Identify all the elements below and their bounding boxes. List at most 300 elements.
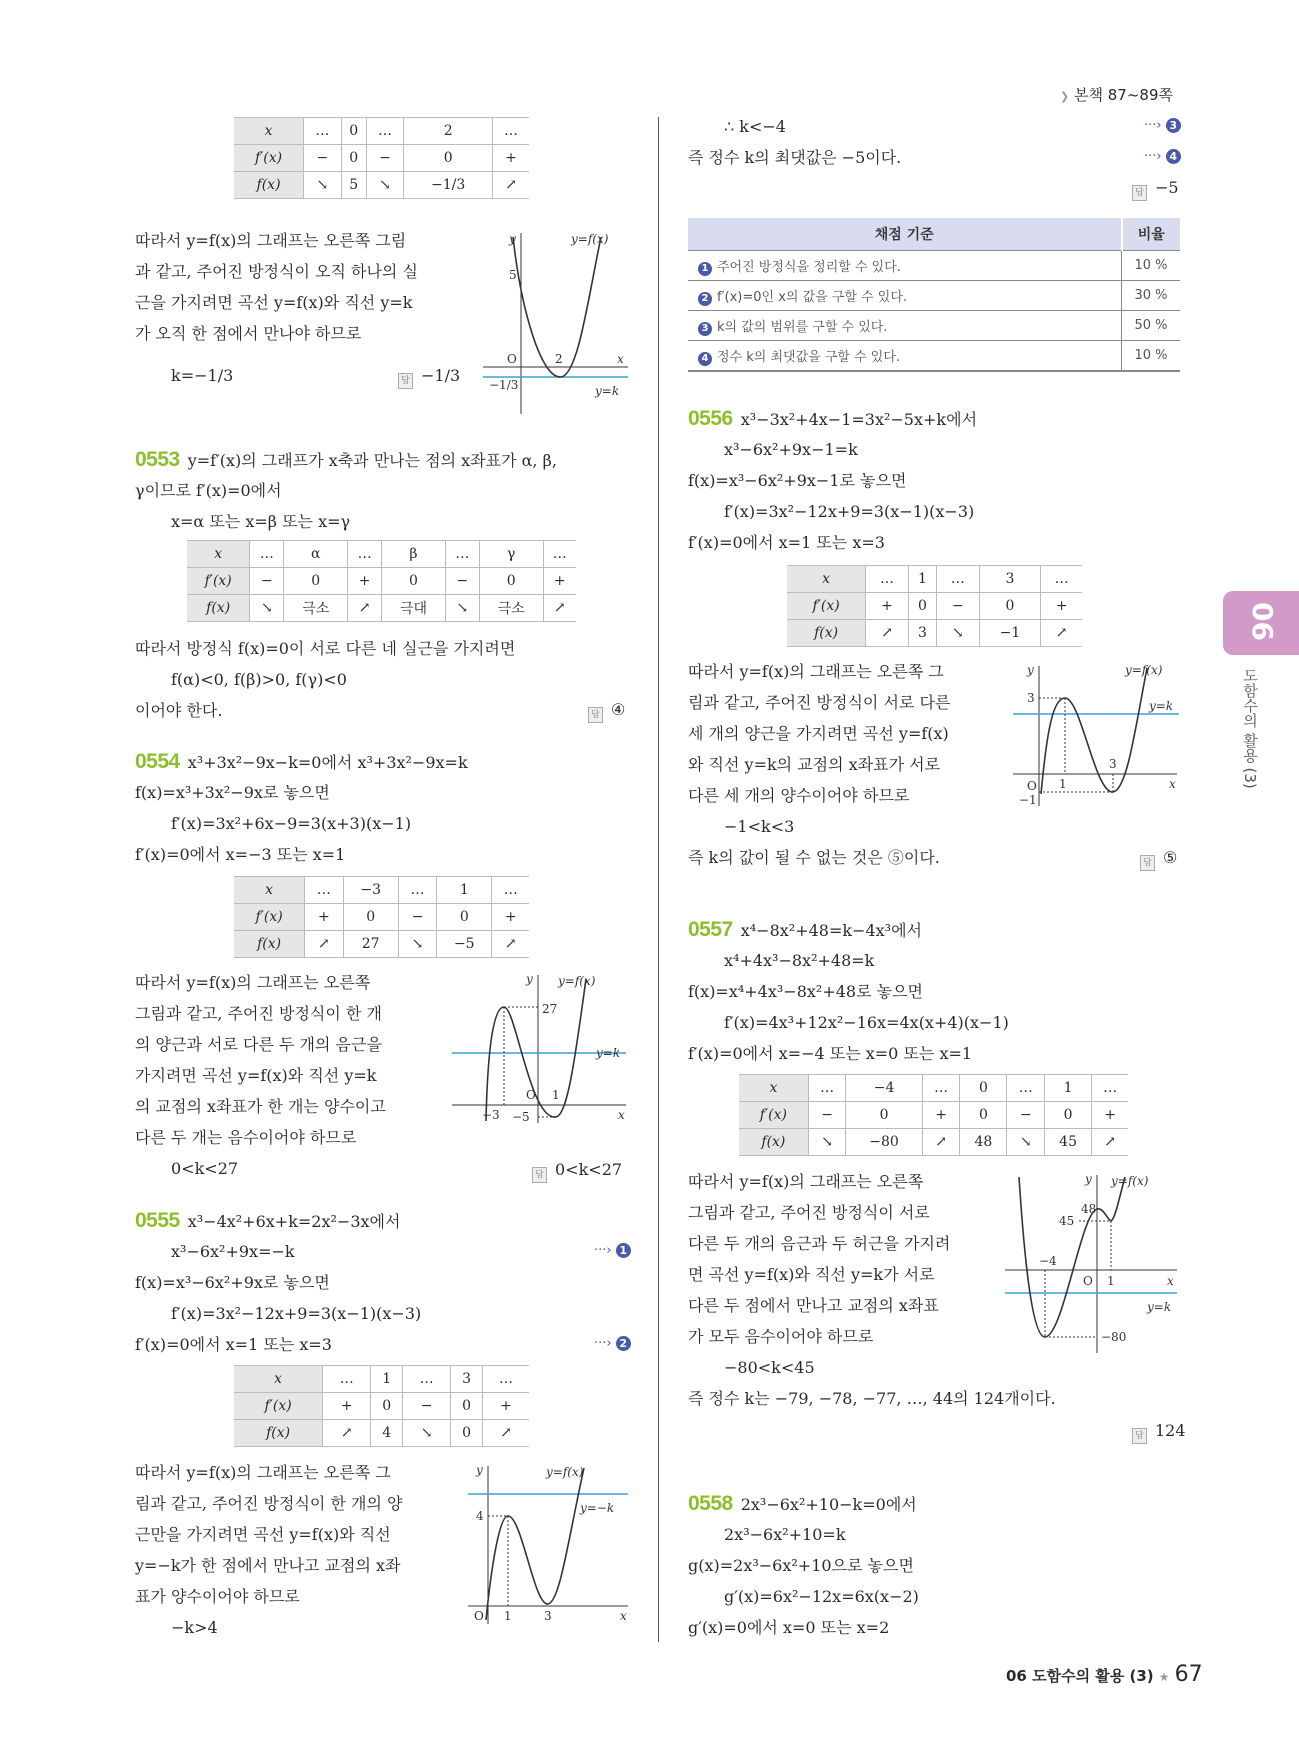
table-cell: 0 xyxy=(979,593,1041,620)
table-row xyxy=(234,172,529,199)
table-cell: ↘ xyxy=(1007,1129,1045,1156)
table-cell: … xyxy=(445,541,479,568)
text-line xyxy=(135,1612,402,1643)
table-cell: 3 xyxy=(451,1366,483,1393)
table-row xyxy=(787,593,1082,620)
table-cell: + xyxy=(492,904,529,931)
row-header: f(x) xyxy=(234,1420,323,1447)
curve-fx xyxy=(1041,668,1147,794)
table-cell: … xyxy=(304,118,342,145)
table-cell: 0 xyxy=(479,568,543,595)
row-header: f(x) xyxy=(187,595,250,622)
text-line xyxy=(135,1153,386,1184)
value-minus-1: −1 xyxy=(1019,793,1037,807)
text-line xyxy=(135,444,557,475)
x-label: x xyxy=(1167,1274,1174,1288)
scoring-row: 4 정수 k의 최댓값을 구할 수 있다. 10 % xyxy=(688,341,1180,372)
table-cell: … xyxy=(937,566,980,593)
line-text: x⁴+4x³−8x²+48=k xyxy=(724,951,875,970)
line-text: f′(x)=3x²−12x+9=3(x−1)(x−3) xyxy=(724,502,975,521)
solution-0552-text xyxy=(135,225,418,349)
table-cell: 0 xyxy=(960,1102,1007,1129)
text-line xyxy=(135,1205,421,1236)
solution-0555 xyxy=(135,1205,421,1360)
chevron-right-icon: ❯ xyxy=(1060,90,1070,103)
table-cell: 1 xyxy=(371,1366,403,1393)
table-cell: 0 xyxy=(284,568,348,595)
table-cell: ↗ xyxy=(323,1420,371,1447)
variation-table-0555 xyxy=(234,1365,529,1447)
table-cell: 0 xyxy=(341,118,366,145)
tick-1: 1 xyxy=(1107,1274,1115,1288)
answer-icon: 답 xyxy=(1132,1428,1147,1444)
table-cell: −1 xyxy=(979,620,1041,647)
value-3: 3 xyxy=(1027,691,1035,705)
text-line xyxy=(135,1267,421,1298)
row-header: f(x) xyxy=(234,172,304,199)
step-number-icon: 3 xyxy=(698,322,712,336)
origin-label: O xyxy=(507,352,517,366)
line-text: 따라서 y=f(x)의 그래프는 오른쪽 그 xyxy=(688,662,944,681)
value-48: 48 xyxy=(1081,1202,1097,1216)
tick-1: 1 xyxy=(552,1088,560,1102)
table-row xyxy=(187,595,576,622)
text-line xyxy=(688,1519,919,1550)
text-line xyxy=(135,1457,402,1488)
table-row xyxy=(787,566,1082,593)
line-text: 2x³−6x²+10−k=0에서 xyxy=(740,1495,917,1514)
y-label: y xyxy=(526,972,533,986)
solution-0553 xyxy=(135,444,557,537)
solution-0555-continued xyxy=(688,111,901,173)
text-line xyxy=(135,746,468,777)
line-text: 표가 양수이어야 하므로 xyxy=(135,1587,300,1606)
line-text: 가 모두 음수이어야 하므로 xyxy=(688,1327,874,1346)
scoring-row: 3 k의 값의 범위를 구할 수 있다. 50 % xyxy=(688,311,1180,341)
table-cell: … xyxy=(492,877,529,904)
star-icon: ★ xyxy=(1158,1670,1170,1684)
origin-label: O xyxy=(1027,779,1037,793)
variation-table-0552 xyxy=(234,117,529,199)
table-cell: 1 xyxy=(1045,1075,1092,1102)
table-cell: + xyxy=(543,568,576,595)
row-header: f′(x) xyxy=(234,1393,323,1420)
variation-table-0553 xyxy=(187,540,576,622)
answer-icon: 답 xyxy=(398,373,413,389)
table-row xyxy=(234,1393,529,1420)
text-line xyxy=(688,1612,919,1643)
answer-icon: 답 xyxy=(588,707,603,723)
answer-icon: 답 xyxy=(532,1167,547,1183)
text-line xyxy=(688,111,901,142)
variation-table-0557 xyxy=(739,1074,1128,1156)
y-label: y xyxy=(1085,1172,1092,1186)
step-marker-2: ···› 2 xyxy=(594,1336,631,1351)
criteria-header: 채점 기준 xyxy=(688,218,1122,251)
curve-fx xyxy=(1019,1177,1125,1337)
answer-0555: 답 −5 xyxy=(1132,178,1179,201)
chapter-tab[interactable] xyxy=(1223,591,1299,655)
table-row xyxy=(234,1366,529,1393)
column-divider xyxy=(658,117,659,1642)
table-cell: γ xyxy=(479,541,543,568)
text-line xyxy=(688,1352,1056,1383)
table-cell: ↗ xyxy=(543,595,576,622)
table-cell: 45 xyxy=(1045,1129,1092,1156)
answer-icon: 답 xyxy=(1140,855,1155,871)
table-cell: 0 xyxy=(343,904,398,931)
table-cell: … xyxy=(323,1366,371,1393)
text-line xyxy=(688,945,1009,976)
line-text: g(x)=2x³−6x²+10으로 놓으면 xyxy=(688,1556,914,1575)
table-cell: 3 xyxy=(979,566,1041,593)
line-text: 다른 세 개의 양수이어야 하므로 xyxy=(688,786,910,805)
line-label: y=k xyxy=(595,384,620,398)
page-number: 67 xyxy=(1174,1662,1203,1687)
table-row xyxy=(234,904,529,931)
text-line xyxy=(135,777,468,808)
row-header: f(x) xyxy=(234,931,305,958)
curve-label: y=f(x) xyxy=(1125,663,1163,677)
line-text: 림과 같고, 주어진 방정식이 한 개의 양 xyxy=(135,1494,403,1513)
table-cell: … xyxy=(543,541,576,568)
value-minus-80: −80 xyxy=(1101,1330,1127,1344)
text-line xyxy=(688,749,950,780)
line-text: −80<k<45 xyxy=(724,1358,815,1377)
table-cell: ↘ xyxy=(808,1129,846,1156)
row-header: x xyxy=(234,1366,323,1393)
line-text: 의 교점의 x좌표가 한 개는 양수이고 xyxy=(135,1097,386,1116)
line-text: f′(x)=0에서 x=−3 또는 x=1 xyxy=(135,845,346,864)
table-cell: − xyxy=(445,568,479,595)
step-number-icon: 1 xyxy=(698,262,712,276)
line-text: 다른 두 개는 음수이어야 하므로 xyxy=(135,1128,357,1147)
table-cell: 27 xyxy=(343,931,398,958)
curve-label: y=f(x) xyxy=(558,974,596,988)
y-label: y xyxy=(476,1463,483,1477)
table-cell: ↘ xyxy=(398,931,436,958)
table-cell: … xyxy=(403,1366,451,1393)
line-text: f(x)=x³+3x²−9x로 놓으면 xyxy=(135,783,330,802)
table-cell: ↘ xyxy=(366,172,404,199)
graph-0556 xyxy=(1009,660,1181,808)
text-line xyxy=(135,1236,421,1267)
value-27: 27 xyxy=(542,1002,558,1016)
line-text: x³−3x²+4x−1=3x²−5x+k에서 xyxy=(740,410,978,429)
line-text: y=−k가 한 점에서 만나고 교점의 x좌 xyxy=(135,1556,401,1575)
text-line xyxy=(688,142,901,173)
scoring-criteria-table xyxy=(688,218,1180,372)
line-text: f′(x)=0에서 x=1 또는 x=3 xyxy=(135,1335,332,1354)
text-line xyxy=(135,1550,402,1581)
line-text: f′(x)=3x²−12x+9=3(x−1)(x−3) xyxy=(171,1304,422,1323)
table-row xyxy=(787,620,1082,647)
table-cell: ↗ xyxy=(348,595,382,622)
table-row xyxy=(739,1102,1128,1129)
footer-chapter: 06 도함수의 활용 (3) xyxy=(1006,1667,1154,1685)
line-text: 근을 가지려면 곡선 y=f(x)와 직선 y=k xyxy=(135,293,413,312)
answer-0554: 답 0<k<27 xyxy=(532,1160,622,1183)
solution-0554 xyxy=(135,746,468,870)
problem-number: 0558 xyxy=(688,1492,733,1515)
text-line xyxy=(688,403,977,434)
tick-3: 3 xyxy=(1109,757,1117,771)
text-line xyxy=(135,695,515,726)
step-marker-3: ···› 3 xyxy=(1144,118,1181,133)
y-label: y xyxy=(509,232,516,246)
table-cell: 0 xyxy=(451,1420,483,1447)
page-footer xyxy=(1006,1662,1203,1687)
text-line xyxy=(135,1488,402,1519)
table-cell: 48 xyxy=(960,1129,1007,1156)
problem-number: 0557 xyxy=(688,918,733,941)
tick-1: 1 xyxy=(1059,777,1067,791)
table-cell: … xyxy=(305,877,343,904)
scoring-header-row xyxy=(688,218,1180,251)
x-label: x xyxy=(617,352,624,366)
text-line xyxy=(688,1488,919,1519)
text-line xyxy=(135,967,386,998)
table-cell: −1/3 xyxy=(404,172,493,199)
text-line xyxy=(688,1550,919,1581)
table-cell: α xyxy=(284,541,348,568)
table-cell: + xyxy=(305,904,343,931)
table-cell: … xyxy=(1092,1075,1128,1102)
line-text: 따라서 y=f(x)의 그래프는 오른쪽 그 xyxy=(135,1463,391,1482)
line-text: 와 직선 y=k의 교점의 x좌표가 서로 xyxy=(688,755,941,774)
origin-label: O xyxy=(474,1609,484,1623)
scoring-row: 2 f′(x)=0인 x의 값을 구할 수 있다. 30 % xyxy=(688,281,1180,311)
text-line xyxy=(135,287,418,318)
line-text: x³+3x²−9x−k=0에서 x³+3x²−9x=k xyxy=(187,753,468,772)
solution-0552-result: k=−1/3 xyxy=(171,366,234,385)
solution-0558 xyxy=(688,1488,919,1643)
table-cell: − xyxy=(937,593,980,620)
table-cell: ↗ xyxy=(922,1129,960,1156)
table-cell: 1 xyxy=(908,566,936,593)
text-line xyxy=(688,914,1009,945)
text-line xyxy=(135,1581,402,1612)
curve-label: y=f(x) xyxy=(571,232,609,246)
table-cell: 극대 xyxy=(382,595,446,622)
table-cell: ↗ xyxy=(493,172,530,199)
line-label: y=k xyxy=(596,1046,621,1060)
line-label: y=k xyxy=(1147,1300,1172,1314)
table-cell: + xyxy=(866,593,909,620)
line-text: 가지려면 곡선 y=f(x)와 직선 y=k xyxy=(135,1066,377,1085)
x-label: x xyxy=(618,1108,625,1122)
text-line xyxy=(135,225,418,256)
table-cell: ↗ xyxy=(305,931,343,958)
table-cell: −3 xyxy=(343,877,398,904)
table-cell: −5 xyxy=(437,931,492,958)
table-cell: − xyxy=(398,904,436,931)
text-line xyxy=(135,475,557,506)
table-cell: 0 xyxy=(908,593,936,620)
table-cell: ↗ xyxy=(866,620,909,647)
table-cell: − xyxy=(304,145,342,172)
table-cell: ↘ xyxy=(304,172,342,199)
line-text: 2x³−6x²+10=k xyxy=(724,1525,846,1544)
table-cell: + xyxy=(348,568,382,595)
line-label: y=−k xyxy=(580,1501,615,1515)
step-number-icon: 2 xyxy=(698,292,712,306)
table-cell: 극소 xyxy=(284,595,348,622)
row-header: f(x) xyxy=(739,1129,808,1156)
table-cell: … xyxy=(250,541,284,568)
text-line xyxy=(135,318,418,349)
table-cell: … xyxy=(398,877,436,904)
line-text: 즉 k의 값이 될 수 없는 것은 ⑤이다. xyxy=(688,848,940,867)
table-cell: … xyxy=(483,1366,530,1393)
line-text: 가 오직 한 점에서 만나야 하므로 xyxy=(135,324,362,343)
x-label: x xyxy=(620,1609,627,1623)
y-label: y xyxy=(1027,663,1034,677)
line-text: f(x)=x³−6x²+9x로 놓으면 xyxy=(135,1273,330,1292)
line-text: g′(x)=6x²−12x=6x(x−2) xyxy=(724,1587,919,1606)
line-text: 근만을 가지려면 곡선 y=f(x)와 직선 xyxy=(135,1525,391,1544)
row-header: f(x) xyxy=(787,620,866,647)
line-text: 따라서 방정식 f(x)=0이 서로 다른 네 실근을 가지려면 xyxy=(135,639,516,658)
text-line xyxy=(135,808,468,839)
solution-0557 xyxy=(688,914,1009,1069)
table-cell: ↘ xyxy=(937,620,980,647)
text-line xyxy=(688,1383,1056,1414)
graph-0554 xyxy=(448,971,632,1127)
table-cell: + xyxy=(483,1393,530,1420)
x-label: x xyxy=(1169,777,1176,791)
line-text: γ이므로 f′(x)=0에서 xyxy=(135,481,282,500)
table-cell: + xyxy=(493,145,530,172)
answer-0556: 답 ⑤ xyxy=(1140,848,1177,871)
line-text: x³−6x²+9x=−k xyxy=(171,1242,295,1261)
value-k: −1/3 xyxy=(489,378,519,392)
line-text: 즉 정수 k의 최댓값은 −5이다. xyxy=(688,148,902,167)
variation-table-0554 xyxy=(234,876,529,958)
table-cell: + xyxy=(922,1102,960,1129)
table-cell: −4 xyxy=(846,1075,922,1102)
line-text: f(x)=x³−6x²+9x−1로 놓으면 xyxy=(688,471,907,490)
line-text: 세 개의 양근을 가지려면 곡선 y=f(x) xyxy=(688,724,949,743)
table-cell: … xyxy=(366,118,404,145)
table-cell: 0 xyxy=(846,1102,922,1129)
text-line xyxy=(688,687,950,718)
value-5: 5 xyxy=(509,268,517,282)
graph-0555 xyxy=(464,1460,632,1628)
table-cell: 극소 xyxy=(479,595,543,622)
text-line xyxy=(135,506,557,537)
text-line xyxy=(688,976,1009,1007)
row-header: f′(x) xyxy=(234,145,304,172)
step-number-icon: 4 xyxy=(698,352,712,366)
line-text: 다른 두 개의 음근과 두 허근을 가지려 xyxy=(688,1234,951,1253)
answer-0557: 답 124 xyxy=(1132,1421,1186,1444)
answer-icon: 답 xyxy=(1132,185,1147,201)
table-cell: ↗ xyxy=(483,1420,530,1447)
line-text: g′(x)=0에서 x=0 또는 x=2 xyxy=(688,1618,890,1637)
table-cell: − xyxy=(250,568,284,595)
curve-fx xyxy=(486,979,586,1121)
line-text: 0<k<27 xyxy=(171,1159,239,1178)
problem-number: 0554 xyxy=(135,750,180,773)
table-cell: 0 xyxy=(960,1075,1007,1102)
table-cell: … xyxy=(1007,1075,1045,1102)
row-header: x xyxy=(187,541,250,568)
table-cell: 0 xyxy=(1045,1102,1092,1129)
line-text: y=f′(x)의 그래프가 x축과 만나는 점의 x좌표가 α, β, xyxy=(187,451,557,470)
line-text: ∴ k<−4 xyxy=(724,117,786,136)
line-text: 다른 두 점에서 만나고 교점의 x좌표 xyxy=(688,1296,939,1315)
chapter-tab-number: 06 xyxy=(1245,602,1279,641)
tick-2: 2 xyxy=(555,352,563,366)
text-line xyxy=(135,664,515,695)
text-line xyxy=(135,839,468,870)
line-text: x⁴−8x²+48=k−4x³에서 xyxy=(740,921,922,940)
answer-0552: 답 −1/3 xyxy=(398,366,460,389)
table-cell: + xyxy=(1041,593,1082,620)
table-cell: … xyxy=(866,566,909,593)
line-text: 따라서 y=f(x)의 그래프는 오른쪽 xyxy=(688,1172,924,1191)
table-cell: 3 xyxy=(908,620,936,647)
table-cell: ↘ xyxy=(445,595,479,622)
solution-0556 xyxy=(688,403,977,558)
ratio-header: 비율 xyxy=(1122,218,1181,251)
scoring-row: 1 주어진 방정식을 정리할 수 있다. 10 % xyxy=(688,251,1180,281)
text-line xyxy=(135,1091,386,1122)
table-cell: 1 xyxy=(437,877,492,904)
curve-label: y=f(x) xyxy=(1111,1174,1149,1188)
line-text: 이어야 한다. xyxy=(135,701,223,720)
table-cell: … xyxy=(1041,566,1082,593)
text-line xyxy=(135,633,515,664)
table-cell: ↗ xyxy=(1092,1129,1128,1156)
line-text: x³−4x²+6x+k=2x²−3x에서 xyxy=(187,1212,401,1231)
row-header: x xyxy=(739,1075,808,1102)
graph-0552 xyxy=(483,229,633,417)
table-cell: 0 xyxy=(451,1393,483,1420)
tick-minus-4: −4 xyxy=(1039,1254,1057,1268)
line-text: 그림과 같고, 주어진 방정식이 한 개 xyxy=(135,1004,382,1023)
table-cell: ↗ xyxy=(1041,620,1082,647)
text-line xyxy=(135,1029,386,1060)
line-text: 그림과 같고, 주어진 방정식이 서로 xyxy=(688,1203,930,1222)
table-cell: … xyxy=(922,1075,960,1102)
line-text: f(x)=x⁴+4x³−8x²+48로 놓으면 xyxy=(688,982,923,1001)
table-cell: ↘ xyxy=(403,1420,451,1447)
origin-label: O xyxy=(1083,1274,1093,1288)
value-45: 45 xyxy=(1059,1214,1075,1228)
line-text: −k>4 xyxy=(171,1618,218,1637)
curve-label: y=f(x) xyxy=(546,1465,584,1479)
page-reference: ❯ 본책 87~89쪽 xyxy=(1060,86,1173,104)
table-row xyxy=(187,541,576,568)
row-header: f′(x) xyxy=(234,904,305,931)
text-line xyxy=(135,256,418,287)
table-cell: ↗ xyxy=(492,931,529,958)
table-row xyxy=(234,877,529,904)
text-line xyxy=(135,1060,386,1091)
row-header: x xyxy=(234,118,304,145)
line-text: 면 곡선 y=f(x)와 직선 y=k가 서로 xyxy=(688,1265,935,1284)
table-cell: 0 xyxy=(382,568,446,595)
table-cell: 0 xyxy=(341,145,366,172)
text-line xyxy=(688,465,977,496)
table-cell: − xyxy=(1007,1102,1045,1129)
text-line xyxy=(688,842,950,873)
line-text: −1<k<3 xyxy=(724,817,795,836)
table-cell: β xyxy=(382,541,446,568)
problem-number: 0556 xyxy=(688,407,733,430)
